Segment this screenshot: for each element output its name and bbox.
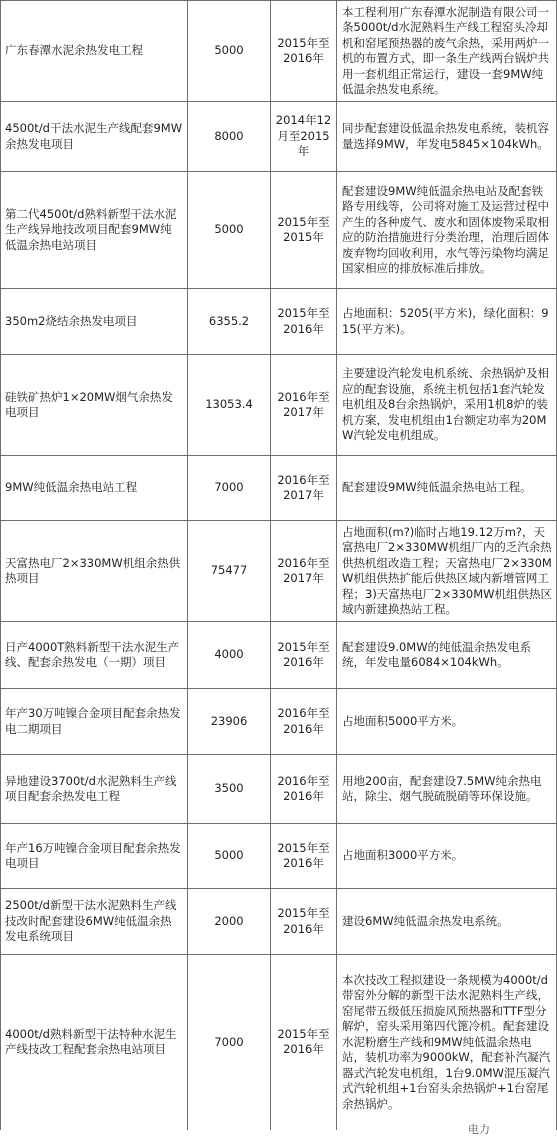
construction-period: 2015年至 2016年 — [277, 840, 330, 870]
table-row — [1, 689, 557, 755]
table-row — [1, 172, 557, 289]
project-name-cell — [1, 355, 188, 456]
watermark: 电力 — [468, 1123, 490, 1136]
description-cell — [337, 289, 557, 355]
table-row — [1, 102, 557, 172]
table-row — [1, 622, 557, 689]
table-row — [1, 521, 557, 622]
table-row — [1, 889, 557, 955]
investment-value: 8000 — [214, 128, 244, 143]
construction-period: 2016年至 2017年 — [277, 555, 330, 585]
investment-cell — [188, 521, 271, 622]
project-name-cell — [1, 824, 188, 889]
project-name: 4500t/d干法水泥生产线配套9MW余热发电项目 — [5, 121, 183, 151]
table-row — [1, 355, 557, 456]
table-row — [1, 824, 557, 889]
project-name-cell — [1, 102, 188, 172]
investment-value: 23906 — [210, 713, 248, 728]
investment-value: 3500 — [214, 781, 244, 796]
investment-value: 75477 — [210, 563, 248, 578]
table-row — [1, 1, 557, 102]
project-name-cell — [1, 521, 188, 622]
project-name: 年产30万吨镍合金项目配套余热发电二期项目 — [5, 706, 181, 736]
project-description: 主要建设汽轮发电机系统、余热锅炉及相应的配套设施，系统主机包括1套汽轮发电机组及8台余热锅炉，采用1机8炉的装机方案，发电机组由1台额定功率为20MW汽轮发电机组成。 — [342, 366, 549, 443]
project-name-cell — [1, 1, 188, 102]
construction-period: 2016年至 2016年 — [277, 706, 330, 736]
project-name-cell — [1, 172, 188, 289]
investment-cell — [188, 889, 271, 955]
investment-value: 5000 — [214, 222, 244, 237]
project-description: 本次技改工程拟建设一条规模为4000t/d带窑外分解的新型干法水泥熟料生产线，窑尾带五级低压损旋风预热器和TTF型分解炉，窑头采用第四代篦冷机。配套建设水泥粉磨生产线和9MW纯低温余热电站，装机功率为9000kW，配套补汽凝汽器式汽轮发电机组，1台9.0MW混压凝汽式汽轮机组+1台窑头余热锅炉+1台窑尾余热锅炉。 — [342, 972, 551, 1111]
description-cell — [337, 889, 557, 955]
table-row — [1, 955, 557, 1130]
project-description: 配套建设9.0MW的纯低温余热发电系统，年发电量6084×104kWh。 — [342, 639, 532, 669]
period-cell — [271, 824, 337, 889]
investment-cell — [188, 689, 271, 755]
table-row — [1, 289, 557, 355]
table-row — [1, 755, 557, 824]
project-description: 本工程利用广东春潭水泥制造有限公司一条5000t/d水泥熟料生产线工程窑头冷却机和窑尾预热器的废气余热，采用两炉一机的布置方式，即一条生产线两台锅炉共用一套机组正常运行，建设一套9MW纯低温余热发电系统。 — [342, 4, 549, 96]
project-name-cell — [1, 289, 188, 355]
investment-cell — [188, 755, 271, 824]
period-cell — [271, 456, 337, 521]
project-name: 第二代4500t/d熟料新型干法水泥生产线异地技改项目配套9MW纯低温余热电站项目 — [5, 206, 177, 252]
project-name: 天富热电厂2×330MW机组余热供热项目 — [5, 555, 181, 585]
investment-cell — [188, 102, 271, 172]
investment-cell — [188, 622, 271, 689]
period-cell — [271, 355, 337, 456]
project-name-cell — [1, 955, 188, 1130]
period-cell — [271, 289, 337, 355]
description-cell — [337, 172, 557, 289]
description-cell — [337, 456, 557, 521]
period-cell — [271, 689, 337, 755]
period-cell — [271, 521, 337, 622]
description-cell — [337, 824, 557, 889]
description-cell — [337, 355, 557, 456]
project-name-cell — [1, 622, 188, 689]
description-cell — [337, 521, 557, 622]
investment-cell — [188, 289, 271, 355]
construction-period: 2015年至 2015年 — [277, 214, 330, 244]
period-cell — [271, 889, 337, 955]
investment-value: 7000 — [214, 480, 244, 495]
construction-period: 2015年至 2016年 — [277, 639, 330, 669]
project-name: 4000t/d熟料新型干法特种水泥生产线技改工程配套余热电站项目 — [5, 1026, 177, 1057]
table-row — [1, 456, 557, 521]
project-description: 占地面积5000平方米。 — [342, 713, 464, 728]
construction-period: 2016年至 2016年 — [277, 773, 330, 803]
project-description: 占地面积3000平方米。 — [342, 848, 464, 863]
project-name: 2500t/d新型干法水泥熟料生产线技改时配套建设6MW纯低温余热发电系统项目 — [5, 898, 177, 944]
period-cell — [271, 102, 337, 172]
project-description: 用地200亩，配套建设7.5MW纯余热电站，除尘、烟气脱硫脱硝等环保设施。 — [342, 773, 542, 803]
construction-period: 2015年至 2016年 — [277, 306, 330, 336]
project-description: 配套建设9MW纯低温余热电站工程。 — [342, 480, 532, 495]
project-name: 日产4000T熟料新型干法水泥生产线、配套余热发电（一期）项目 — [5, 639, 180, 669]
project-description: 占地面积(m?)临时占地19.12万m?，天富热电厂2×330MW机组厂内的乏汽余热供热机组改造工程；天富热电厂2×330MW机组供热扩能后供热区域内新增管网工程；3)天富热电厂2×330MW机组供热区域内新建换热站工程。 — [342, 524, 552, 616]
period-cell — [271, 622, 337, 689]
investment-cell — [188, 355, 271, 456]
construction-period: 2015年至 2016年 — [277, 906, 330, 936]
investment-cell — [188, 1, 271, 102]
description-cell — [337, 622, 557, 689]
investment-value: 7000 — [214, 1034, 244, 1049]
project-name: 9MW纯低温余热电站工程 — [5, 480, 138, 495]
project-description: 同步配套建设低温余热发电系统，装机容量选择9MW，年发电5845×104kWh。 — [342, 121, 549, 151]
description-cell — [337, 755, 557, 824]
investment-cell — [188, 824, 271, 889]
investment-value: 13053.4 — [205, 397, 253, 412]
construction-period: 2014年12 月至2015年 — [275, 113, 332, 159]
description-cell — [337, 955, 557, 1130]
investment-value: 4000 — [214, 647, 244, 662]
investment-value: 6355.2 — [208, 313, 250, 328]
period-cell — [271, 955, 337, 1130]
project-name: 硅铁矿热炉1×20MW烟气余热发电项目 — [5, 389, 173, 419]
project-name: 350m2烧结余热发电项目 — [5, 313, 138, 328]
project-name-cell — [1, 755, 188, 824]
investment-value: 5000 — [214, 848, 244, 863]
project-description: 建设6MW纯低温余热发电系统。 — [342, 913, 509, 928]
project-name: 年产16万吨镍合金项目配套余热发电项目 — [5, 840, 181, 870]
project-name-cell — [1, 889, 188, 955]
description-cell — [337, 1, 557, 102]
project-name: 广东春潭水泥余热发电工程 — [5, 43, 143, 58]
investment-value: 5000 — [214, 43, 244, 58]
project-name: 异地建设3700t/d水泥熟料生产线项目配套余热发电工程 — [5, 773, 177, 803]
construction-period: 2016年至 2017年 — [277, 472, 330, 502]
period-cell — [271, 1, 337, 102]
project-description: 占地面积：5205(平方米)，绿化面积：915(平方米)。 — [342, 306, 549, 336]
investment-cell — [188, 172, 271, 289]
project-name-cell — [1, 689, 188, 755]
description-cell — [337, 689, 557, 755]
project-name-cell — [1, 456, 188, 521]
construction-period: 2015年至 2016年 — [277, 1026, 330, 1057]
construction-period: 2016年至 2017年 — [277, 389, 330, 419]
investment-cell — [188, 456, 271, 521]
period-cell — [271, 755, 337, 824]
investment-cell — [188, 955, 271, 1130]
investment-value: 2000 — [214, 913, 244, 928]
description-cell — [337, 102, 557, 172]
construction-period: 2015年至 2016年 — [277, 35, 330, 65]
project-description: 配套建设9MW纯低温余热电站及配套铁路专用线等，公司将对施工及运营过程中产生的各种废气、废水和固体废物采取相应的防治措施进行分类治理，治理后固体废弃物均回收利用，水气等污染物均满足国家相应的排放标准后排放。 — [342, 183, 549, 275]
period-cell — [271, 172, 337, 289]
